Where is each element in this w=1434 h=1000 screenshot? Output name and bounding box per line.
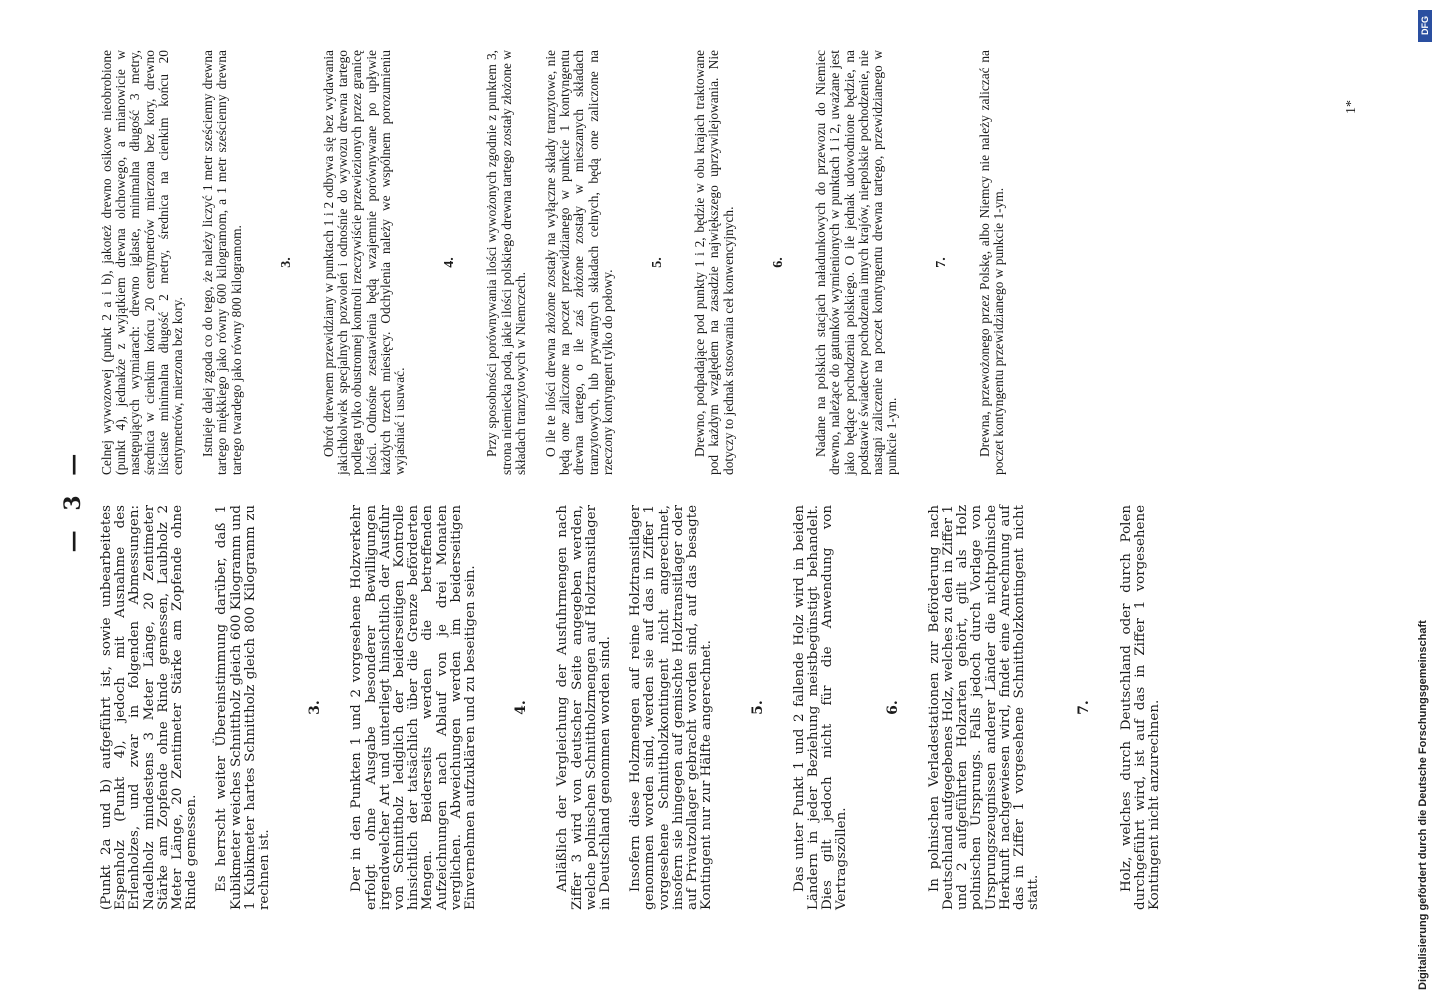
- polish-column: [100, 50, 1022, 475]
- german-paragraph-3: Der in den Punkten 1 und 2 vorgesehene Holzverkehr erfolgt ohne Ausgabe besonderer Bewilligungen irgendwelcher Art und unterliegt hinsichtlich der Ausfuhr von Schnittholz lediglich der beiderseitigen Kontrolle hinsichtlich der tatsächlich über die Grenze beförderten Mengen. Beiderseits werden die betreffenden Aufzeichnungen nach Ablauf von je drei Monaten verglichen. Abweichungen werden im beiderseitigen Einvernehmen aufzuklären und zu beseitigen sein.: [349, 505, 479, 910]
- german-paragraph-1: (Punkt 2a und b) aufgeführt ist, sowie unbearbeitetes Espenholz (Punkt 4), jedoch mit Ausnahme des Erlenholzes, und zwar in folgenden Abmessungen: Nadelholz mindestens 3 Meter Länge, 20 Zentimeter Stärke am Zopfende ohne Rinde gemessen, Laubholz 2 Meter Länge, 20 Zentimeter Stärke am Zopfende ohne Rinde gemessen.: [99, 505, 200, 910]
- german-paragraph-6: In polnischen Verladestationen zur Beförderung nach Deutschland aufgegebenes Holz, welches zu den in Ziffer 1 und 2 aufgeführten Holzarten gehört, gilt als Holz polnischen Ursprungs. Falls jedoch durch Vorlage von Ursprungszeugnissen anderer Länder die nichtpolnische Herkunft nachgewiesen wird, findet eine Anrechnung auf das in Ziffer 1 vorgesehene Schnittholzkontingent nicht statt.: [926, 505, 1042, 910]
- german-paragraph-4a: Anläßlich der Vergleichung der Ausfuhrmengen nach Ziffer 3 wird von deutscher Seite angegeben werden, welche polnischen Schnittholzmengen auf Holztransitlager in Deutschland genommen worden sind.: [555, 505, 614, 910]
- polish-paragraph-2: Istnieje dalej zgoda co do tego, że należy liczyć 1 metr sześcienny drewna tartego miękkiego jako równy 600 kilogramom, a 1 metr sześcienny drewna tartego twardego jako równy 800 kilogramom.: [200, 50, 244, 475]
- german-section-3-number: 3.: [307, 700, 324, 715]
- german-paragraph-5: Das unter Punkt 1 und 2 fallende Holz wird in beiden Ländern in jeder Beziehung meistbegünstigt behandelt. Dies gilt jedoch nicht für die Anwendung von Vertragszöllen.: [791, 505, 850, 910]
- dfg-watermark: [1418, 10, 1434, 990]
- polish-paragraph-1: Celnej wywozowej (punkt 2 a i b), jakoteż drewno osikowe nieobrobione (punkt 4), jednakże z wyjątkiem drewna olchowego, a mianowicie w następujących wymiarach: drewno iglaste, minimalna długość 3 metry, średnica w cienkim końcu 20 centymetrów mierzona bez kory, drewno liściaste minimalna długość 2 metry, średnica na cienkim końcu 20 centymetrów, mierzona bez kory.: [99, 50, 186, 475]
- german-paragraph-4b: Insofern diese Holzmengen auf reine Holztransitlager genommen worden sind, werden sie auf das in Ziffer 1 vorgesehene Schnittholzkontingent nicht angerechnet, insofern sie hingegen auf gemischte Holztransitlager oder auf Privatzollager gebracht worden sind, auf das besagte Kontingent nur zur Hälfte angerechnet.: [628, 505, 715, 910]
- german-column: [100, 505, 1178, 910]
- watermark-text: Digitalisierung gefördert durch die Deutsche Forschungsgemeinschaft: [1417, 620, 1429, 990]
- polish-paragraph-4b: O ile te ilości drewna złożone zostały na wyłączne składy tranzytowe, nie będą one zaliczone na poczet przewidzianego w punkcie 1 kontyngentu drewna tartego, o ile zaś złożone zostały w mieszanych składach tranzytowych, lub prywatnych składach celnych, będą one zaliczone na rzeczony kontyngent tylko do połowy.: [543, 50, 615, 475]
- german-section-5-number: 5.: [749, 700, 766, 715]
- page-header: — 3 —: [60, 447, 86, 553]
- german-paragraph-2: Es herrscht weiter Übereinstimmung darüber, daß 1 Kubikmeter weiches Schnittholz gleich 600 Kilogramm und 1 Kubikmeter hartes Schnittholz gleich 800 Kilogramm zu rechnen ist.: [214, 505, 273, 910]
- german-section-6-number: 6.: [884, 700, 901, 715]
- german-paragraph-7: Holz, welches durch Deutschland oder durch Polen durchgeführt wird, ist auf das in Ziffer 1 vorgesehene Kontingent nicht anzurechnen.: [1118, 505, 1162, 910]
- polish-paragraph-3: Obrót drewnem przewidziany w punktach 1 i 2 odbywa się bez wydawania jakichkolwiek specjalnych pozwoleń i odnośnie do wywozu drewna tartego podlega tylko obustronnej kontroli rzeczywiście przewiezionych przez granicę ilości. Odnośne zestawienia będą wzajemnie porównywane po upływie każdych trzech miesięcy. Odchylenia należy we wspólnem porozumieniu wyjaśniać i usuwać.: [321, 50, 408, 475]
- polish-section-6-number: 6.: [770, 257, 786, 268]
- polish-paragraph-5: Drewno, podpadające pod punkty 1 i 2, będzie w obu krajach traktowane pod każdym względem na zasadzie największego uprzywilejowania. Nie dotyczy to jednak stosowania ceł konwencyjnych.: [692, 50, 736, 475]
- polish-paragraph-6: Nadane na polskich stacjach naładunkowych do przewozu do Niemiec drewno, należące do gatunków wymienionych w punktach 1 i 2, uważane jest jako będące pochodzenia polskiego. O ile jednak udowodnione będzie, na podstawie świadectw pochodzenia innych krajów, niepolskie pochodzenie, nie nastąpi zaliczenie na poczet kontyngentu drewna tartego, przewidzianego w punkcie 1-ym.: [813, 50, 900, 475]
- signature-mark: 1*: [1344, 100, 1359, 114]
- german-section-4-number: 4.: [513, 700, 530, 715]
- polish-section-7-number: 7.: [934, 257, 950, 268]
- polish-section-3-number: 3.: [278, 257, 294, 268]
- german-section-7-number: 7.: [1076, 700, 1093, 715]
- dfg-logo: DFG: [1418, 10, 1432, 42]
- polish-paragraph-4a: Przy sposobności porównywania ilości wywożonych zgodnie z punktem 3, strona niemiecka poda, jakie ilości polskiego drewna tartego zostały złożone w składach tranzytowych w Niemczech.: [484, 50, 528, 475]
- polish-section-5-number: 5.: [650, 257, 666, 268]
- polish-paragraph-7: Drewna, przewożonego przez Polskę, albo Niemcy nie należy zaliczać na poczet kontyngentu przewidzianego w punkcie 1-ym.: [976, 50, 1006, 475]
- polish-section-4-number: 4.: [442, 257, 458, 268]
